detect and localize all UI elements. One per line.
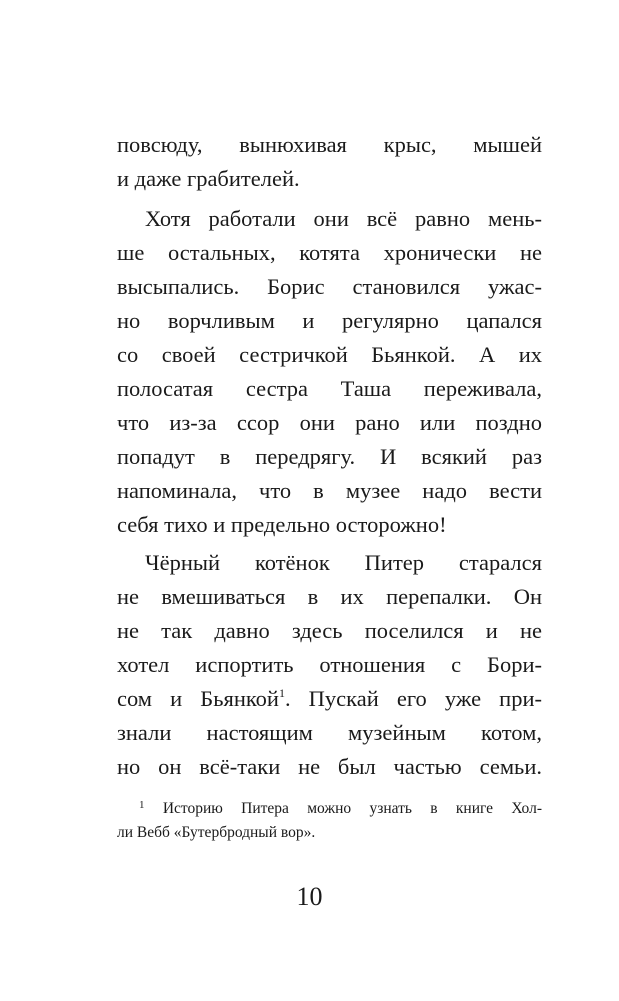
text-segment: . Пускай его уже при- [284,686,542,711]
text-line: себя тихо и предельно осторожно! [117,512,447,537]
text-line: повсюду, вынюхивая крыс, мышей [117,132,542,157]
text-line: со своей сестричкой Бьянкой. А их [117,342,542,367]
text-line: напоминала, что в музее надо вести [117,478,542,503]
page-number: 10 [296,882,323,911]
footnote-marker: 1 [139,799,145,811]
text-line: хотел испортить отношения с Бори- [117,652,542,677]
text-line [117,682,542,716]
footnote-reference: 1 [278,686,285,700]
footnote-text: Историю Питера можно узнать в книге Хол- [162,800,542,817]
text-line: не так давно здесь поселился и не [117,618,542,643]
text-segment: сом и Бьянкой [117,686,279,711]
footnote-line: ли Вебб «Бутербродный вор». [117,824,316,841]
text-line: но он всё-таки не был частью семьи. [117,754,542,779]
text-line: полосатая сестра Таша переживала, [117,376,542,401]
text-line: и даже грабителей. [117,166,300,191]
text-line: Хотя работали они всё равно мень- [145,206,542,231]
text-line: что из-за ссор они рано или поздно [117,410,542,435]
text-line: высыпались. Борис становился ужас- [117,274,542,299]
footnote-line [117,797,542,821]
text-line: попадут в передрягу. И всякий раз [117,444,542,469]
text-line: Чёрный котёнок Питер старался [145,550,542,575]
text-line: не вмешиваться в их перепалки. Он [117,584,542,609]
text-line: ше остальных, котята хронически не [117,240,542,265]
text-line: но ворчливым и регулярно цапался [117,308,542,333]
text-line: знали настоящим музейным котом, [117,720,542,745]
